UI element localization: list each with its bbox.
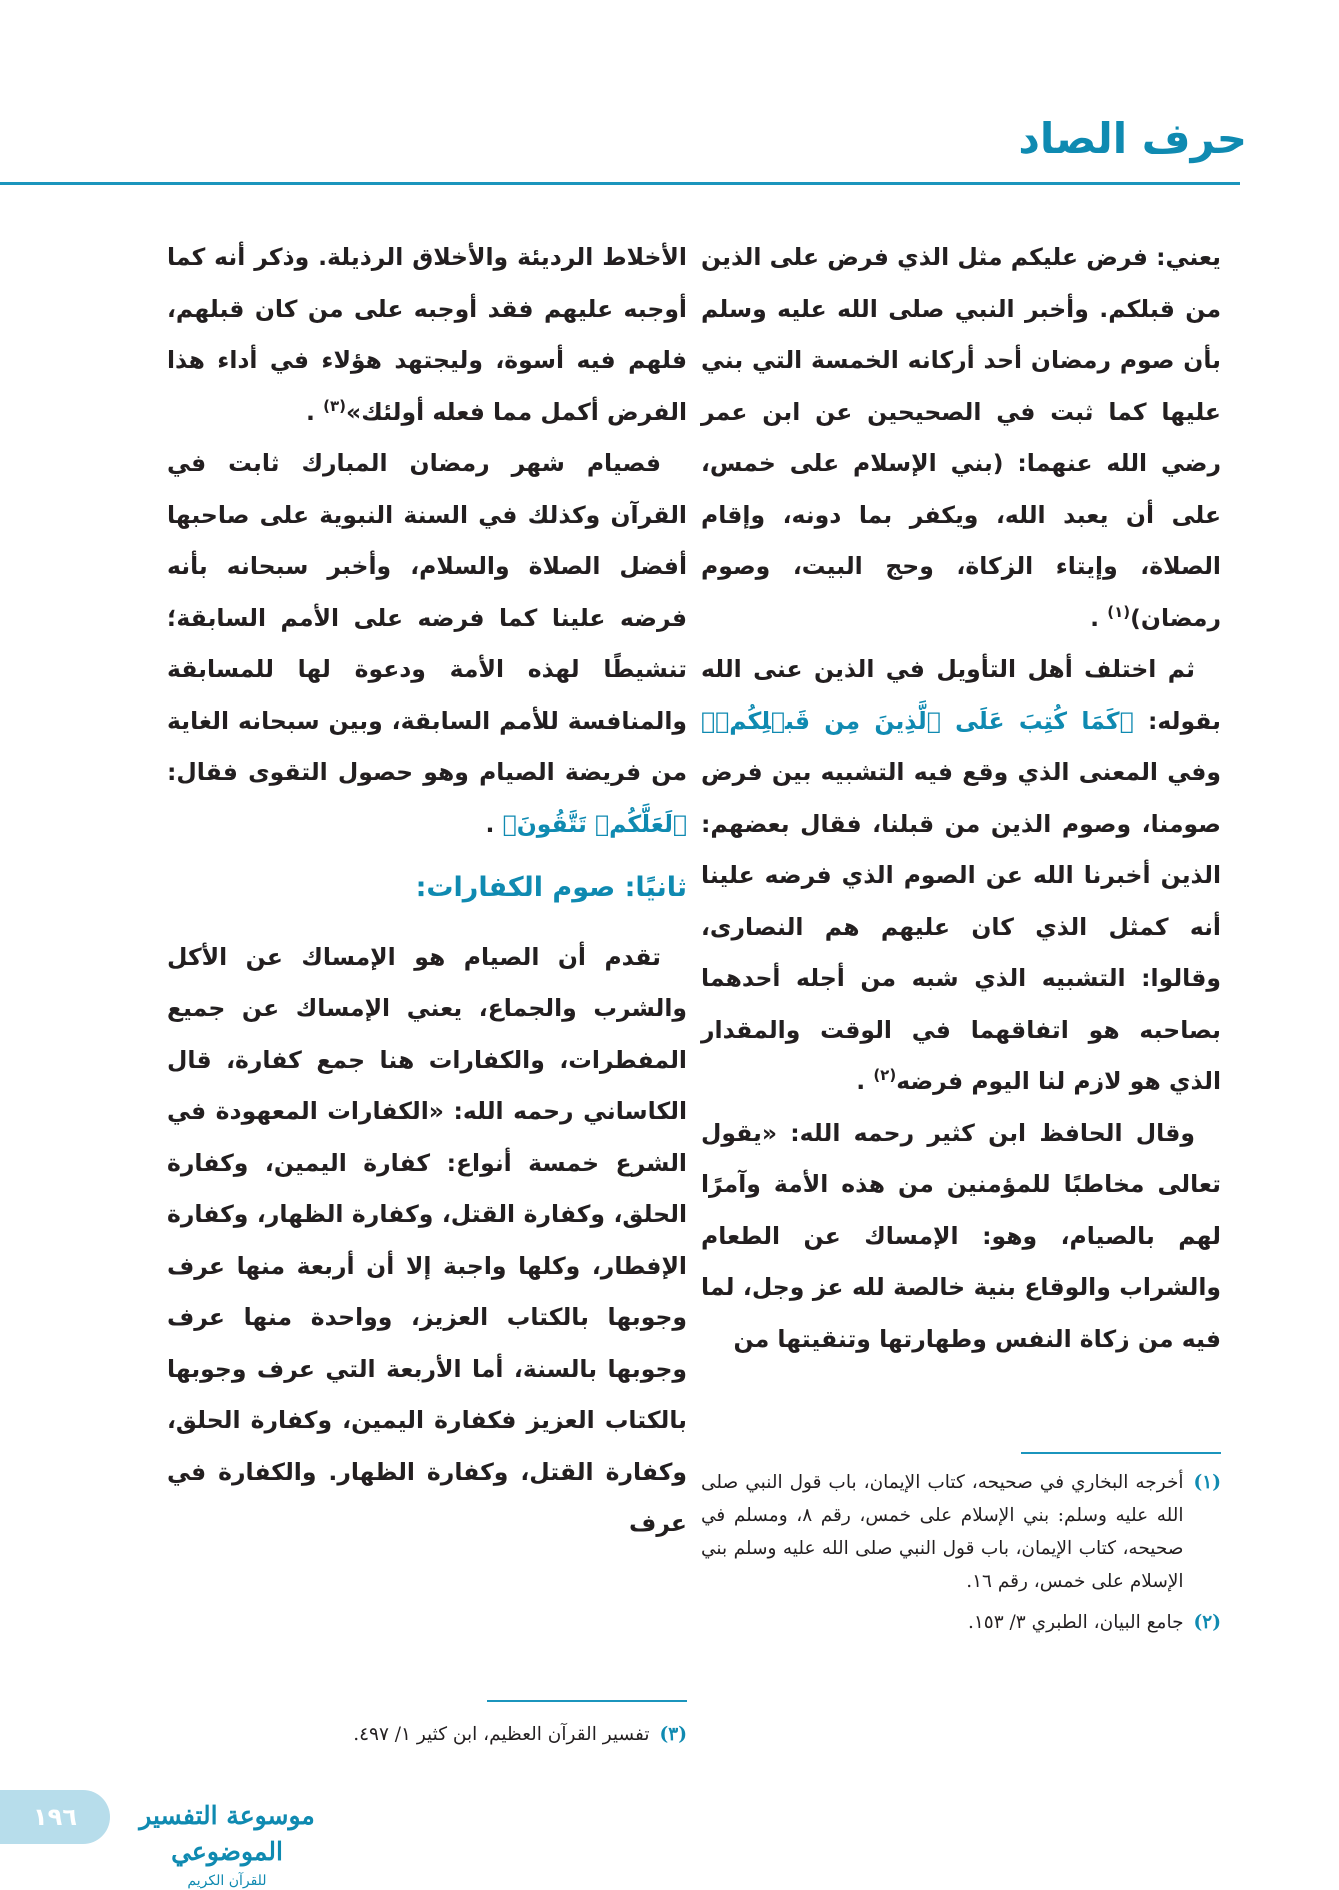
- text-run: فصيام شهر رمضان المبارك ثابت في القرآن وكذلك في السنة النبوية على صاحبها أفضل الصلاة والسلام، وأخبر سبحانه بأنه فرضه علينا كما فرضه على الأمم السابقة؛ تنشيطًا لهذه الأمة ودعوة لها للمسابقة والمنافسة للأمم السابقة، وبين سبحانه الغاية من فريضة الصيام وهو حصول التقوى فقال:: [167, 449, 687, 786]
- footnote-marker: (٣): [323, 396, 347, 415]
- main-text-left-column: [167, 232, 687, 1550]
- quran-verse: ﴿كَمَا كُتِبَ عَلَى ٱلَّذِينَ مِن قَبۡلِكُمۡ﴾: [701, 706, 1134, 735]
- footnote-number: (٢): [1193, 1612, 1221, 1633]
- quran-verse: ﴿لَعَلَّكُمۡ تَتَّقُونَ﴾: [502, 809, 687, 838]
- main-text-right-column: [701, 232, 1221, 1365]
- logo-title: موسوعة التفسير الموضوعي: [139, 1801, 315, 1866]
- footnote-text: تفسير القرآن العظيم، ابن كثير ١/ ٤٩٧.: [353, 1724, 650, 1745]
- text-run: .: [1090, 603, 1108, 632]
- text-run: ثم اختلف أهل التأويل في الذين عنى الله بقوله:: [701, 655, 1221, 735]
- footnote-item: [701, 1466, 1221, 1598]
- footnote-item: [167, 1718, 687, 1751]
- logo-subtitle: للقرآن الكريم: [187, 1873, 267, 1889]
- footnote-divider-left: [487, 1700, 687, 1702]
- paragraph: [701, 1108, 1221, 1366]
- footnote-marker: (٢): [873, 1066, 897, 1085]
- text-run: وفي المعنى الذي وقع فيه التشبيه بين فرض صومنا، وصوم الذين من قبلنا، فقال بعضهم: الذين أخبرنا الله عن الصوم الذي فرضه علينا أنه كمثل الذي كان عليهم هم النصارى، وقالوا: التشبيه الذي شبه من أجله أحدهما بصاحبه هو اتفاقهما في الوقت والمقدار الذي هو لازم لنا اليوم فرضه: [701, 758, 1221, 1095]
- paragraph: [701, 644, 1221, 1108]
- text-run: الأخلاط الرديئة والأخلاق الرذيلة. وذكر أنه كما أوجبه عليهم فقد أوجبه على من كان قبلهم، فلهم فيه أسوة، وليجتهد هؤلاء في أداء هذا الفرض أكمل مما فعله أولئك»: [167, 243, 687, 426]
- paragraph: [167, 932, 687, 1550]
- footnote-number: (١): [1193, 1472, 1221, 1493]
- page-number-badge: [0, 1790, 110, 1844]
- footnote-item: [701, 1606, 1221, 1639]
- text-run: .: [485, 809, 503, 838]
- footnotes-right: [701, 1466, 1221, 1647]
- header-divider: [0, 182, 1240, 185]
- paragraph: [167, 232, 687, 438]
- footnote-divider-right: [1021, 1452, 1221, 1454]
- footnote-marker: (١): [1107, 602, 1131, 621]
- text-run: يعني: فرض عليكم مثل الذي فرض على الذين من قبلكم. وأخبر النبي صلى الله عليه وسلم بأن صوم رمضان أحد أركانه الخمسة التي بني عليها كما ثبت في الصحيحين عن ابن عمر رضي الله عنهما: (بني الإسلام على خمس، على أن يعبد الله، ويكفر بما دونه، وإقام الصلاة، وإيتاء الزكاة، وحج البيت، وصوم رمضان): [701, 243, 1221, 632]
- text-run: ثانيًا: صوم الكفارات:: [415, 872, 687, 903]
- footnotes-left: [167, 1718, 687, 1759]
- section-heading: [167, 862, 687, 914]
- page-header-title: حرف الصاد: [1018, 114, 1247, 163]
- paragraph: [167, 438, 687, 850]
- text-run: وقال الحافظ ابن كثير رحمه الله: «يقول تعالى مخاطبًا للمؤمنين من هذه الأمة وآمرًا لهم بالصيام، وهو: الإمساك عن الطعام والشراب والوقاع بنية خالصة لله عز وجل، لما فيه من زكاة النفس وطهارتها وتنقيتها من: [701, 1118, 1221, 1353]
- text-run: تقدم أن الصيام هو الإمساك عن الأكل والشرب والجماع، يعني الإمساك عن جميع المفطرات، والكفارات هنا جمع كفارة، قال الكاساني رحمه الله: «الكفارات المعهودة في الشرع خمسة أنواع: كفارة اليمين، وكفارة الحلق، وكفارة القتل، وكفارة الظهار، وكفارة الإفطار، وكلها واجبة إلا أن أربعة منها عرف وجوبها بالكتاب العزيز، وواحدة منها عرف وجوبها بالسنة، أما الأربعة التي عرف وجوبها بالكتاب العزيز فكفارة اليمين، وكفارة الحلق، وكفارة القتل، وكفارة الظهار. والكفارة في عرف: [167, 942, 687, 1537]
- footnote-text: جامع البيان، الطبري ٣/ ١٥٣.: [967, 1612, 1184, 1633]
- text-run: .: [306, 397, 324, 426]
- footnote-text: أخرجه البخاري في صحيحه، كتاب الإيمان، باب قول النبي صلى الله عليه وسلم: بني الإسلام على خمس، رقم ٨، ومسلم في صحيحه، كتاب الإيمان، باب قول النبي صلى الله عليه وسلم بني الإسلام على خمس، رقم ١٦.: [701, 1472, 1184, 1592]
- footnote-number: (٣): [659, 1724, 687, 1745]
- encyclopedia-logo: [112, 1798, 342, 1889]
- text-run: .: [856, 1067, 874, 1095]
- paragraph: [701, 232, 1221, 644]
- page-number: ١٩٦: [33, 1803, 77, 1831]
